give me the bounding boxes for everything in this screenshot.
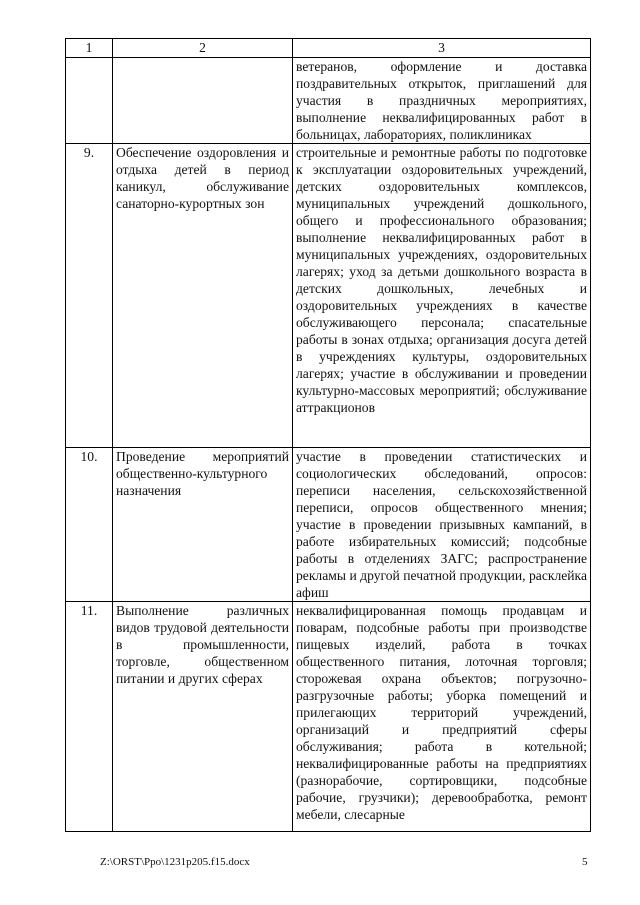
page-number: 5 (582, 856, 588, 868)
row-description: строительные и ремонтные работы по подготовке к эксплуатации оздоровительных учреждений, детских оздоровительных комплексов, муниципальных учреждений дошкольного, общего и профессионального образования; выполнение неквалифицированных работ в муниципальных учреждениях, оздоровительных лагерях; уход за детьми дошкольного возраста в детских дошкольных, лечебных и оздоровительных учреждениях в качестве обслуживающего персонала; спасательные работы в зонах отдыха; организация досуга детей в учреждениях культуры, оздоровительных лагерях; участие в обслуживании и проведении культурно-массовых мероприятий; обслуживание аттракционов (293, 144, 591, 448)
column-header-description: 3 (293, 39, 591, 58)
table-header-row (66, 39, 591, 58)
programs-table (65, 38, 591, 832)
row-number: 11. (66, 602, 113, 832)
row-number: 10. (66, 448, 113, 602)
row-number (66, 58, 113, 144)
row-name: Выполнение различных видов трудовой деятельности в промышленности, торговле, общественном питании и других сферах (113, 602, 293, 832)
row-name: Обеспечение оздоровления и отдыха детей в период каникул, обслуживание санаторно-курортных зон (113, 144, 293, 448)
row-name: Проведение мероприятий общественно-культурного назначения (113, 448, 293, 602)
row-number: 9. (66, 144, 113, 448)
table-row (66, 144, 591, 448)
table-row (66, 448, 591, 602)
row-name (113, 58, 293, 144)
row-description: ветеранов, оформление и доставка поздравительных открыток, приглашений для участия в праздничных мероприятиях, выполнение неквалифицированных работ в больницах, лабораториях, поликлиниках (293, 58, 591, 144)
column-header-name: 2 (113, 39, 293, 58)
row-description: участие в проведении статистических и социологических обследований, опросов: переписи населения, сельскохозяйственной переписи, опросов общественного мнения; участие в проведении призывных кампаний, в работе избирательных комиссий; подсобные работы в отделениях ЗАГС; распространение рекламы и другой печатной продукции, расклейка афиш (293, 448, 591, 602)
footer-file-path: Z:\ORST\Ppo\1231p205.f15.docx (100, 856, 250, 868)
column-header-number: 1 (66, 39, 113, 58)
table-row (66, 58, 591, 144)
table-row (66, 602, 591, 832)
row-description: неквалифицированная помощь продавцам и поварам, подсобные работы при производстве пищевых изделий, работа в точках общественного питания, лоточная торговля; сторожевая охрана объектов; погрузочно-разгрузочные работы; уборка помещений и прилегающих территорий учреждений, организаций и предприятий сферы обслуживания; работа в котельной; неквалифицированные работы на предприятиях (разнорабочие, сортировщики, подсобные рабочие, грузчики); деревообработка, ремонт мебели, слесарные (293, 602, 591, 832)
